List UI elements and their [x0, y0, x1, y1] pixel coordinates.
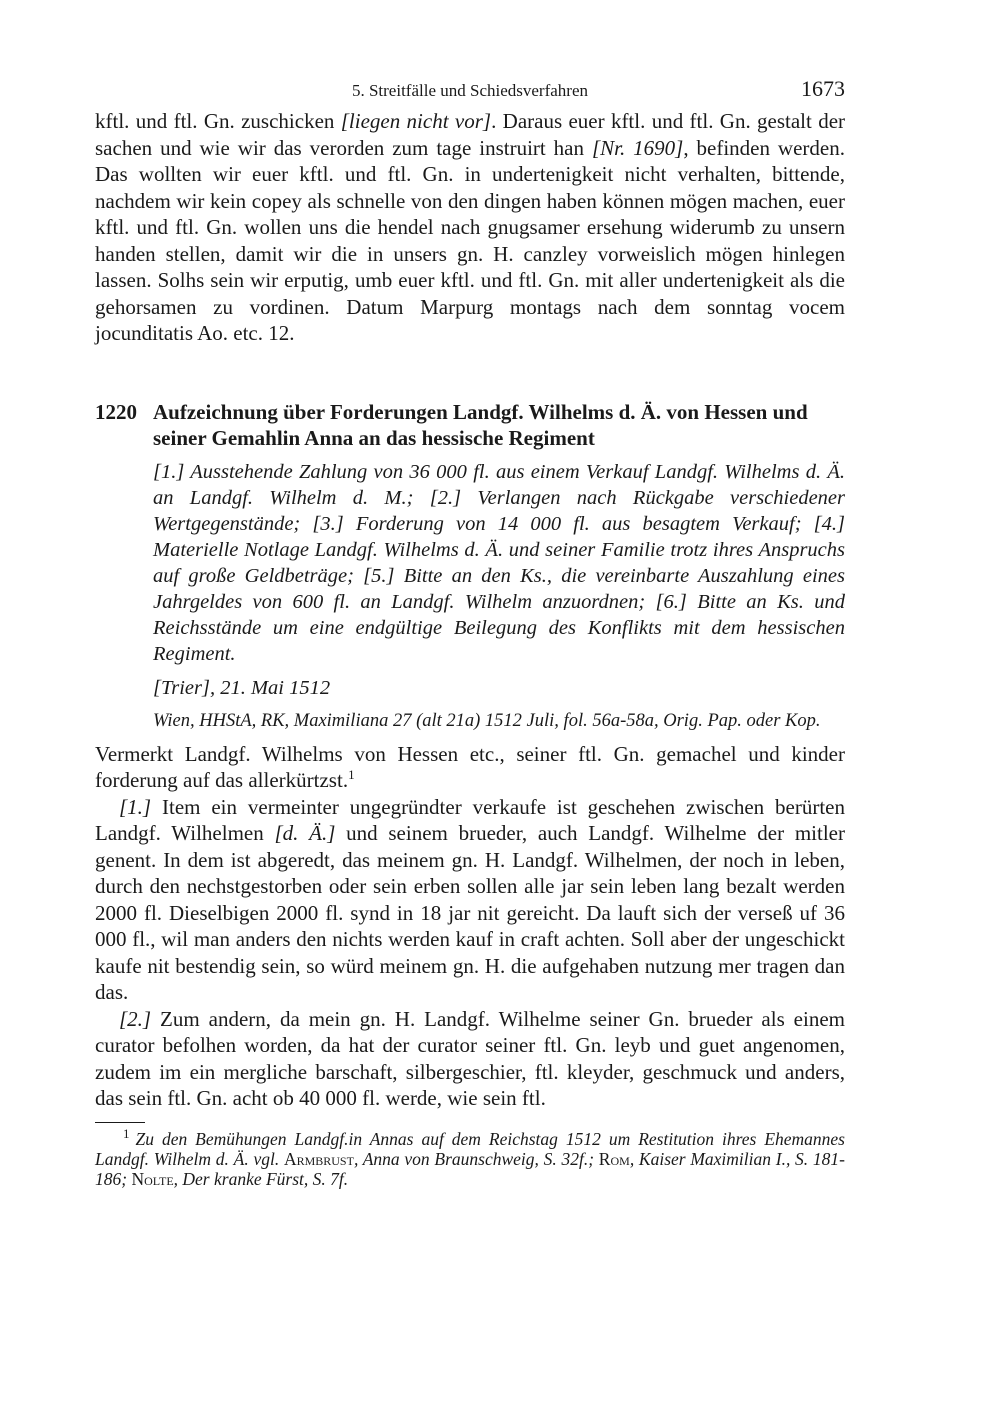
- footnote-divider: [95, 1122, 145, 1123]
- footnote-text-c: , Kaiser Maximilian I., S. 181-186;: [95, 1148, 845, 1189]
- page-number: 1673: [801, 76, 845, 101]
- editorial-note: [liegen nicht vor]: [340, 109, 492, 133]
- running-head: [95, 78, 845, 108]
- continuation-text-3: , befinden werden. Das wollten wir euer kftl. und ftl. Gn. in undertenigkeit nicht verhalten, bittende, nachdem wir kein copey als schnelle von den dingen haben können mögen machen, euer kftl. und ftl. Gn. wollen uns die hendel nach gnugsamer ersehung widerumb zu unsern handen stellen, damit wir die in unsers gn. H. canzley vorweislich mögen hinlegen lassen. Solhs sein wir erputig, umb euer kftl. und ftl. Gn. mit aller undertenigkeit als die gehorsamen zu vordinen. Datum Marpurg montags nach dem sonntag vocem jocunditatis Ao. etc. 12.: [95, 135, 845, 345]
- footnote-author-3: Nolte: [131, 1168, 174, 1189]
- paragraph-2-text: Zum andern, da mein gn. H. Landgf. Wilhelme seiner Gn. brueder als einem curator befolhen worden, da hat der curator seiner ftl. Gn. leyb und guet angenomen, zudem im ein mergliche barschaft, silbergeschier, ftl. kleyder, geschmuck und anders, das sein ftl. Gn. acht ob 40 000 fl. werde, wie sein ftl.: [95, 1006, 845, 1110]
- document-text: [95, 741, 845, 1112]
- continuation-text-1: kftl. und ftl. Gn. zuschicken: [95, 109, 341, 133]
- footnote-text-a: Zu den Bemühungen Landgf.in Annas auf dem Reichstag 1512 um Restitution ihres Ehemannes Landgf. Wilhelm d. Ä. vgl.: [95, 1128, 845, 1169]
- document-number: 1220: [95, 399, 137, 424]
- document-title: Aufzeichnung über Forderungen Landgf. Wilhelms d. Ä. von Hessen und seiner Gemahlin Anna an das hessische Regiment: [153, 399, 808, 450]
- cross-reference: [Nr. 1690]: [591, 135, 684, 160]
- document-regest: [1.] Ausstehende Zahlung von 36 000 fl. aus einem Verkauf Landgf. Wilhelms d. Ä. an Landgf. Wilhelm d. M.; [2.] Verlangen nach Rückgabe verschiedener Wertgegenstände; [3.] Forderung von 14 000 fl. aus besagtem Verkauf; [4.] Materielle Notlage Landgf. Wilhelms d. Ä. und seiner Familie trotz ihres Anspruchs auf große Geldbeträge; [5.] Bitte an den Ks., die vereinbarte Auszahlung eines Jahrgeldes von 600 fl. an Landgf. Wilhelm anzuordnen; [6.] Bitte an Ks. und Reichsstände um eine endgültige Beilegung des Konflikts mit dem hessischen Regiment.: [153, 460, 845, 665]
- footnote-author-2: Rom: [598, 1148, 630, 1169]
- footnote-text-b: , Anna von Braunschweig, S. 32f.;: [353, 1148, 599, 1169]
- footnote-reference[interactable]: 1: [348, 767, 355, 782]
- footnote-1: [95, 1125, 845, 1189]
- footnote-mark: 1: [123, 1125, 130, 1141]
- paragraph-2-marker: [2.]: [119, 1006, 152, 1031]
- paragraph-1: [95, 794, 845, 1006]
- paragraph-2: [95, 1006, 845, 1112]
- footnote-text-d: , Der kranke Fürst, S. 7f.: [173, 1168, 349, 1189]
- document-heading: [95, 399, 845, 451]
- intro-text: Vermerkt Landgf. Wilhelms von Hessen etc., seiner ftl. Gn. gemachel und kinder forderung auf das allerkürtzst.: [95, 741, 845, 792]
- document-dateline: [Trier], 21. Mai 1512: [153, 676, 331, 699]
- paragraph-1-text-b: und seinem brueder, auch Landgf. Wilhelme der mitler genent. In dem ist abgeredt, das meinem gn. H. Landgf. Wilhelmen, der noch in leben, durch den nechstgestorben oder sein erben sollen alle jar sein leben lang bezalt werden 2000 fl. Dieselbigen 2000 fl. synd in 18 jar nit gereicht. Da lauft sich der verseß uf 36 000 fl., wil man anders den nichts werden kauf in craft achten. Soll aber der ungeschickt kaufe nit bestendig sein, so würd meinem gn. H. die aufgehaben nutzung mer tragen dan das.: [95, 821, 845, 1004]
- paragraph-1-marker: [1.]: [119, 794, 152, 819]
- page: [95, 78, 845, 1189]
- footnote-author-1: Armbrust: [283, 1148, 354, 1169]
- paragraph-1-text-a: Item ein vermeinter ungegründter verkaufe ist geschehen zwischen berürten Landgf. Wilhelmen: [95, 794, 845, 845]
- document-source: Wien, HHStA, RK, Maximiliana 27 (alt 21a) 1512 Juli, fol. 56a-58a, Orig. Pap. oder Kop.: [153, 710, 821, 731]
- section-title: 5. Streitfälle und Schiedsverfahren: [351, 81, 589, 100]
- continuation-paragraph: [95, 108, 845, 347]
- paragraph-1-note: [d. Ä.]: [274, 821, 336, 845]
- continuation-text-2: . Daraus euer kftl. und ftl. Gn. gestalt der sachen und wie wir das verorden zum tage instruirt han: [95, 109, 846, 160]
- intro-paragraph: [95, 741, 845, 794]
